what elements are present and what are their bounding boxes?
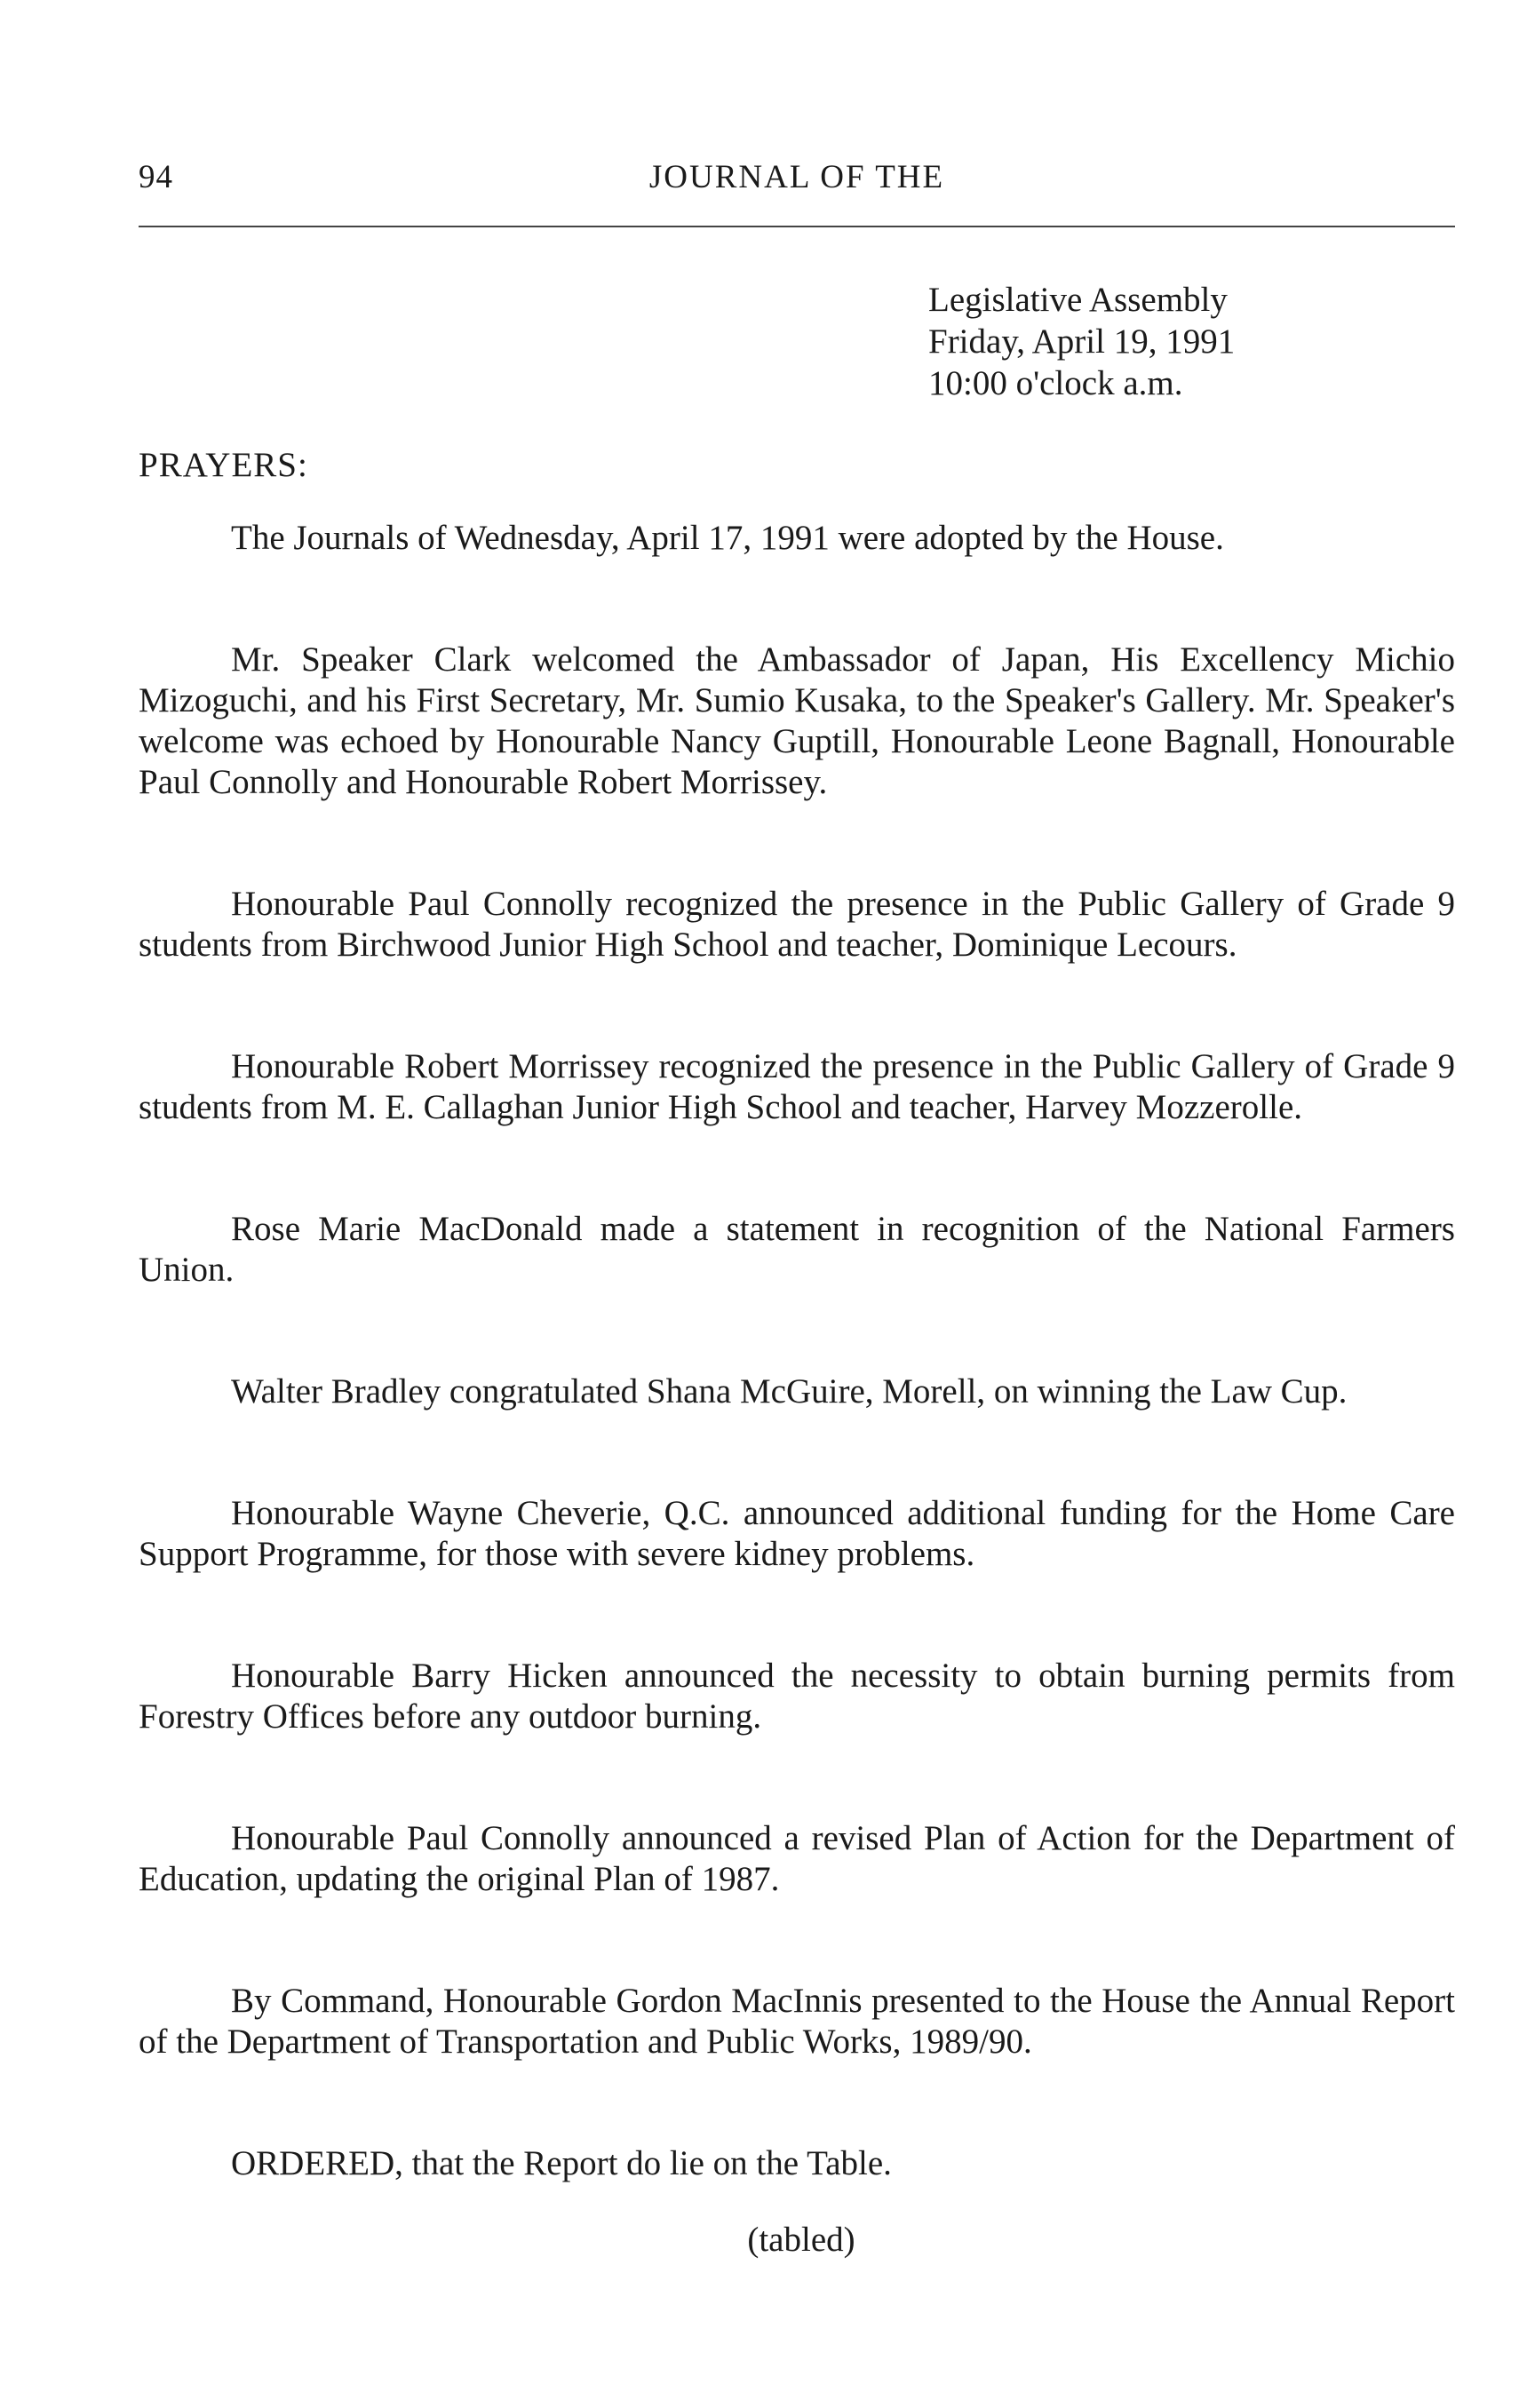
journal-paragraph: Rose Marie MacDonald made a statement in recognition of the National Farmers Union. bbox=[139, 1210, 1455, 1289]
sitting-body: Legislative Assembly bbox=[928, 281, 1228, 319]
sitting-block bbox=[928, 279, 1235, 404]
journal-body bbox=[139, 518, 1455, 2261]
journal-paragraph: Walter Bradley congratulated Shana McGuire, Morell, on winning the Law Cup. bbox=[231, 1372, 1348, 1411]
journal-paragraph: The Journals of Wednesday, April 17, 1991 were adopted by the House. bbox=[231, 519, 1224, 557]
journal-paragraph: ORDERED, that the Report do lie on the Table. bbox=[231, 2144, 892, 2182]
journal-paragraph: By Command, Honourable Gordon MacInnis presented to the House the Annual Report of the Department of Transportation and Public Works, 1989/90. bbox=[139, 1982, 1455, 2061]
journal-paragraph: Honourable Barry Hicken announced the necessity to obtain burning permits from Forestry Offices before any outdoor burning. bbox=[139, 1657, 1455, 1736]
tabled-note: (tabled) bbox=[747, 2221, 855, 2259]
sitting-date: Friday, April 19, 1991 bbox=[928, 322, 1236, 361]
journal-paragraph: Honourable Paul Connolly recognized the presence in the Public Gallery of Grade 9 students from Birchwood Junior High School and teacher, Dominique Lecours. bbox=[139, 885, 1455, 964]
running-head: JOURNAL OF THE bbox=[648, 159, 945, 195]
journal-paragraph: Honourable Paul Connolly announced a revised Plan of Action for the Department of Education, updating the original Plan of 1987. bbox=[139, 1819, 1455, 1898]
page-number: 94 bbox=[139, 159, 173, 195]
journal-paragraph: Honourable Wayne Cheverie, Q.C. announced additional funding for the Home Care Support Programme, for those with severe kidney problems. bbox=[139, 1494, 1455, 1573]
sitting-time: 10:00 o'clock a.m. bbox=[928, 364, 1183, 402]
journal-paragraph: Honourable Robert Morrissey recognized the presence in the Public Gallery of Grade 9 students from M. E. Callaghan Junior High School and teacher, Harvey Mozzerolle. bbox=[139, 1047, 1455, 1126]
prayers-heading: PRAYERS: bbox=[139, 446, 308, 484]
header-rule bbox=[139, 226, 1455, 227]
journal-paragraph: Mr. Speaker Clark welcomed the Ambassador of Japan, His Excellency Michio Mizoguchi, and his First Secretary, Mr. Sumio Kusaka, to the Speaker's Gallery. Mr. Speaker's welcome was echoed by Honourable Nancy Guptill, Honourable Leone Bagnall, Honourable Paul Connolly and Honourable Robert Morrissey. bbox=[139, 640, 1455, 801]
page-header bbox=[139, 158, 1455, 203]
